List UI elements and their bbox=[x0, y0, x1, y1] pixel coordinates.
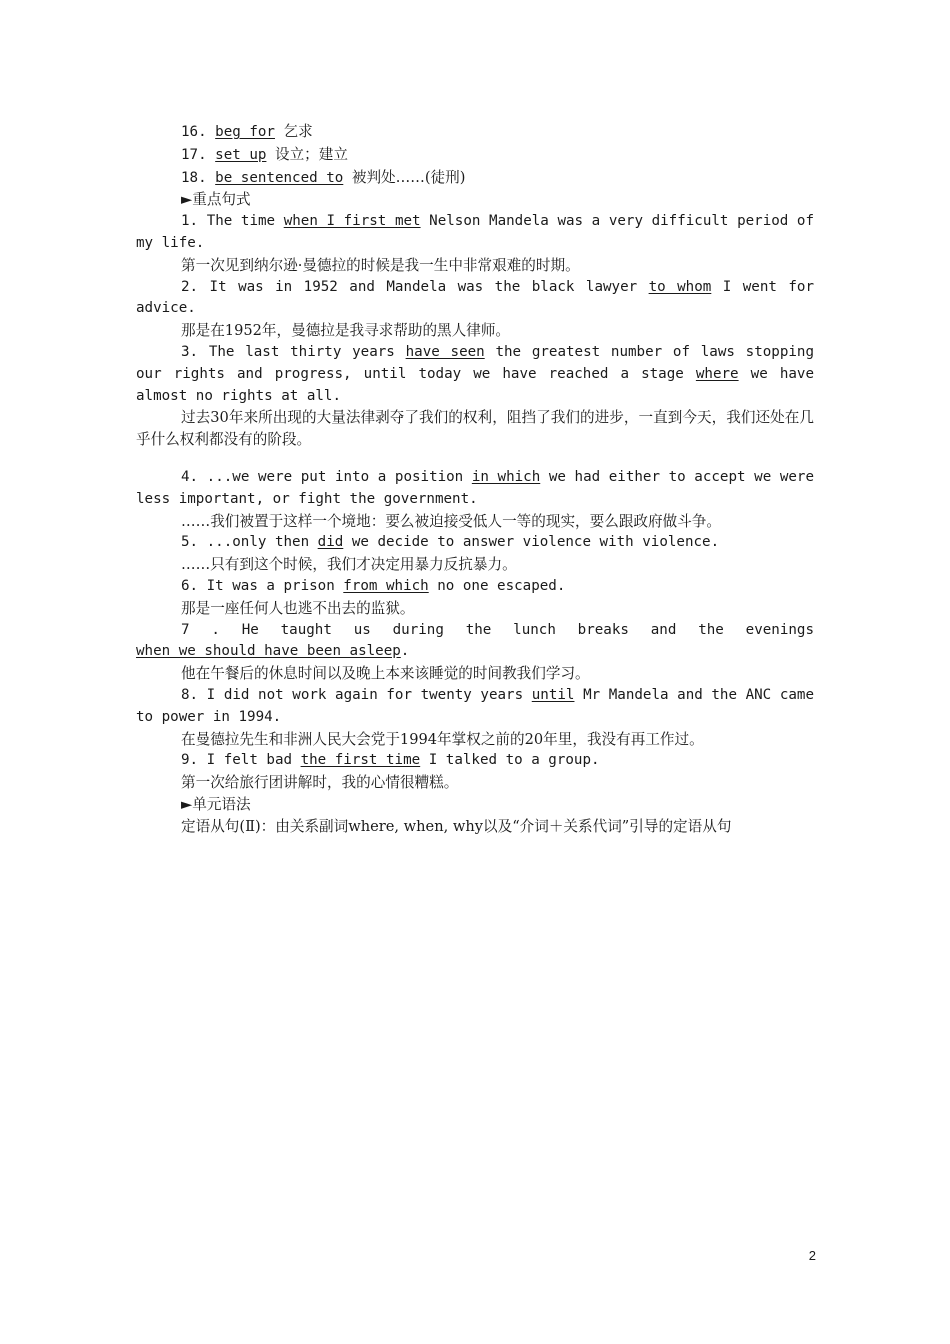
underlined-phrase: to whom bbox=[648, 278, 712, 295]
vocab-number: 17. bbox=[181, 146, 207, 163]
sentence-zh-5: ……只有到这个时候，我们才决定用暴力反抗暴力。 bbox=[181, 556, 517, 574]
sentence-en-8 bbox=[136, 685, 814, 729]
underlined-phrase: did bbox=[317, 534, 344, 551]
sentence-zh-8: 在曼德拉先生和非洲人民大会党于1994年掌权之前的20年里，我没有再工作过。 bbox=[181, 730, 704, 748]
vocab-meaning: 设立；建立 bbox=[274, 145, 348, 163]
vocab-phrase: beg for bbox=[215, 124, 275, 140]
sentence-zh-6: 那是一座任何人也逃不出去的监狱。 bbox=[181, 599, 415, 617]
text-run: we have almost no rights at all. bbox=[136, 365, 814, 404]
sentence-en-4 bbox=[136, 467, 814, 511]
text-run: 9. I felt bad bbox=[181, 752, 301, 769]
text-run: Mr Mandela and the ANC came to power in 1994. bbox=[136, 686, 814, 725]
sentence-zh-3: 过去30年来所出现的大量法律剥夺了我们的权利，阻挡了我们的进步，一直到今天，我们还处在几乎什么权利都没有的阶段。 bbox=[136, 409, 814, 449]
vocab-meaning: 乞求 bbox=[283, 123, 313, 140]
text-run: 3. The last thirty years bbox=[181, 343, 406, 360]
text-run: I went for advice. bbox=[136, 278, 814, 317]
sentence-en-6 bbox=[136, 576, 814, 598]
vocab-item-18 bbox=[136, 167, 814, 190]
text-run: 1. The time bbox=[181, 213, 284, 230]
underlined-phrase: from which bbox=[343, 577, 429, 594]
sentence-zh-7: 他在午餐后的休息时间以及晚上本来该睡觉的时间教我们学习。 bbox=[181, 665, 590, 683]
underlined-phrase: the first time bbox=[300, 752, 421, 769]
page-content bbox=[136, 121, 814, 838]
sentence-en-5 bbox=[136, 532, 814, 554]
vocab-number: 18. bbox=[181, 169, 207, 186]
text-run: . bbox=[400, 643, 410, 660]
vocab-meaning: 被判处……(徒刑) bbox=[351, 168, 466, 186]
underlined-phrase: when we should have been asleep bbox=[136, 643, 401, 660]
text-run: 2. It was in 1952 and Mandela was the black lawyer bbox=[181, 278, 649, 295]
vocab-phrase: be sentenced to bbox=[215, 169, 344, 186]
page-number: 2 bbox=[808, 1248, 816, 1263]
blank-line bbox=[136, 451, 814, 467]
underlined-phrase: until bbox=[531, 686, 575, 703]
text-run: the greatest number of laws stopping our rights and progress, until today we have reached a stage bbox=[136, 343, 815, 382]
vocab-item-16 bbox=[136, 121, 814, 144]
underlined-phrase: where bbox=[695, 365, 739, 382]
section-heading-grammar: ►单元语法 bbox=[181, 795, 251, 813]
text-run: we had either to accept we were less important, or fight the government. bbox=[136, 468, 814, 507]
vocab-item-17 bbox=[136, 144, 814, 167]
text-run: Nelson Mandela was a very difficult period of my life. bbox=[136, 213, 815, 251]
underlined-phrase: in which bbox=[471, 468, 541, 485]
vocab-number: 16. bbox=[181, 124, 207, 140]
grammar-description: 定语从句(Ⅱ)：由关系副词where, when, why以及“介词＋关系代词”引导的定语从句 bbox=[181, 817, 732, 835]
text-run: 8. I did not work again for twenty years bbox=[181, 686, 532, 703]
underlined-phrase: when I first met bbox=[283, 213, 421, 230]
text-run: 4. ...we were put into a position bbox=[181, 468, 472, 485]
text-run: I talked to a group. bbox=[420, 752, 600, 769]
sentence-zh-9: 第一次给旅行团讲解时，我的心情很糟糕。 bbox=[181, 774, 459, 792]
section-heading-key-sentences: ►重点句式 bbox=[181, 191, 251, 209]
sentence-en-7-line1: 7 . He taught us during the lunch breaks and the evenings bbox=[181, 621, 814, 638]
text-run: we decide to answer violence with violence. bbox=[343, 534, 720, 551]
vocab-phrase: set up bbox=[215, 146, 267, 163]
sentence-en-9 bbox=[136, 750, 814, 772]
sentence-zh-1: 第一次见到纳尔逊·曼德拉的时候是我一生中非常艰难的时期。 bbox=[181, 256, 580, 274]
text-run: 6. It was a prison bbox=[181, 577, 344, 594]
sentence-zh-2: 那是在1952年，曼德拉是我寻求帮助的黑人律师。 bbox=[181, 322, 511, 340]
text-run: no one escaped. bbox=[428, 577, 566, 594]
text-run: 5. ...only then bbox=[181, 534, 318, 551]
sentence-en-1 bbox=[136, 211, 814, 255]
sentence-en-7-line2 bbox=[136, 641, 814, 663]
sentence-en-3 bbox=[136, 342, 814, 407]
sentence-en-2 bbox=[136, 277, 814, 321]
underlined-phrase: have seen bbox=[405, 343, 485, 360]
sentence-zh-4: ……我们被置于这样一个境地：要么被迫接受低人一等的现实，要么跟政府做斗争。 bbox=[181, 512, 721, 530]
